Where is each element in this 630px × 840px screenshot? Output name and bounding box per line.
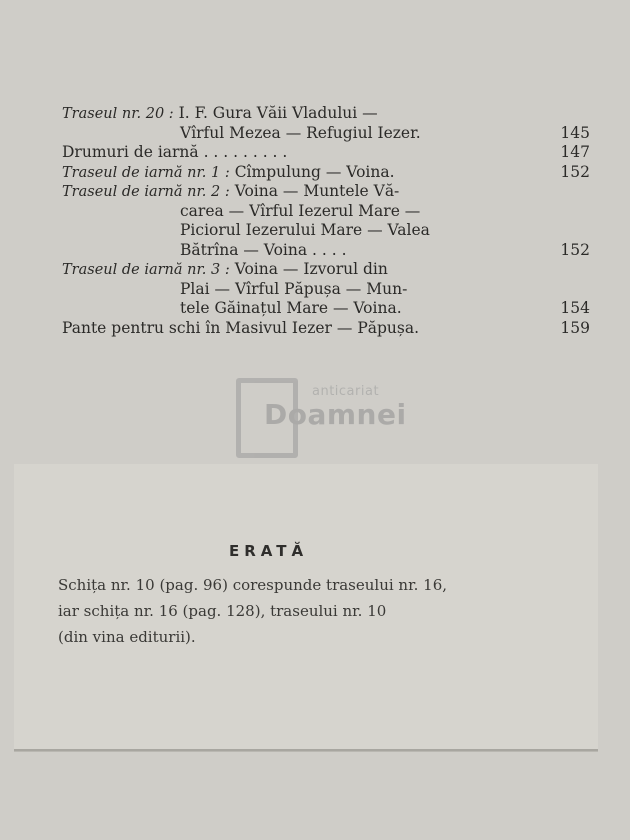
toc-entry-text: Plai — Vîrful Păpușa — Mun- (180, 279, 408, 298)
toc-line (62, 241, 590, 261)
toc-entry-text: Pante pentru schi în Masivul Iezer — Păpușa. (62, 318, 420, 337)
toc-line (62, 182, 590, 202)
toc-entry-text: Bătrîna — Voina . . . . (180, 240, 347, 259)
toc-line (62, 299, 590, 319)
toc-line (62, 260, 590, 280)
toc-entry-text: I. F. Gura Văii Vladului — (178, 104, 378, 122)
toc-entry-iarna-2 (62, 182, 590, 260)
toc-page-number: 152 (560, 240, 590, 259)
toc-line (62, 163, 590, 183)
toc-line (62, 104, 590, 124)
toc-entry-text: Cîmpulung — Voina. (234, 162, 395, 181)
toc-entry-lead: Traseul nr. 20 : (62, 106, 174, 122)
erata-line: iar schița nr. 16 (pag. 128), traseului nr. 10 (58, 602, 387, 620)
toc-page-number: 152 (560, 162, 590, 181)
toc-entry-lead: Traseul de iarnă nr. 2 : (62, 184, 230, 200)
toc-entry-text: Drumuri de iarnă . . . . . . . . . (62, 143, 288, 161)
table-of-contents (62, 104, 590, 338)
erata-slip (14, 464, 598, 751)
toc-entry-iarna-1 (62, 163, 590, 183)
toc-entry-lead: Traseul de iarnă nr. 1 : (62, 164, 230, 181)
toc-page-number: 159 (560, 318, 590, 337)
toc-entry-text: carea — Vîrful Iezerul Mare — (180, 201, 421, 220)
toc-entry-text: Voina — Izvorul din (234, 260, 388, 278)
toc-line (62, 124, 590, 144)
toc-entry-text: tele Găinațul Mare — Voina. (180, 299, 402, 317)
toc-page-number: 147 (560, 143, 590, 161)
erata-title: ERATĂ (229, 542, 309, 560)
toc-entry-text: Vîrful Mezea — Refugiul Iezer. (180, 123, 421, 142)
toc-entry-text: Voina — Muntele Vă- (234, 182, 400, 200)
toc-line (62, 221, 590, 241)
toc-line (62, 202, 590, 222)
toc-line (62, 280, 590, 300)
toc-page-number: 145 (560, 123, 590, 142)
toc-entry-iarna-3 (62, 260, 590, 319)
erata-text (58, 572, 558, 650)
watermark-logo (236, 378, 406, 460)
toc-entry-text: Piciorul Iezerului Mare — Valea (180, 221, 430, 239)
toc-line (62, 319, 590, 339)
watermark-big-text: Doamnei (264, 398, 407, 431)
toc-page-number: 154 (560, 299, 590, 317)
toc-line (62, 143, 590, 163)
toc-entry-lead: Traseul de iarnă nr. 3 : (62, 262, 230, 278)
toc-entry-pante-schi (62, 319, 590, 339)
toc-entry-drumuri-de-iarna (62, 143, 590, 163)
erata-line: (din vina editurii). (58, 628, 196, 646)
watermark-small-text: anticariat (312, 384, 380, 399)
erata-line: Schița nr. 10 (pag. 96) corespunde traseului nr. 16, (58, 576, 448, 594)
toc-entry-traseul-20 (62, 104, 590, 143)
